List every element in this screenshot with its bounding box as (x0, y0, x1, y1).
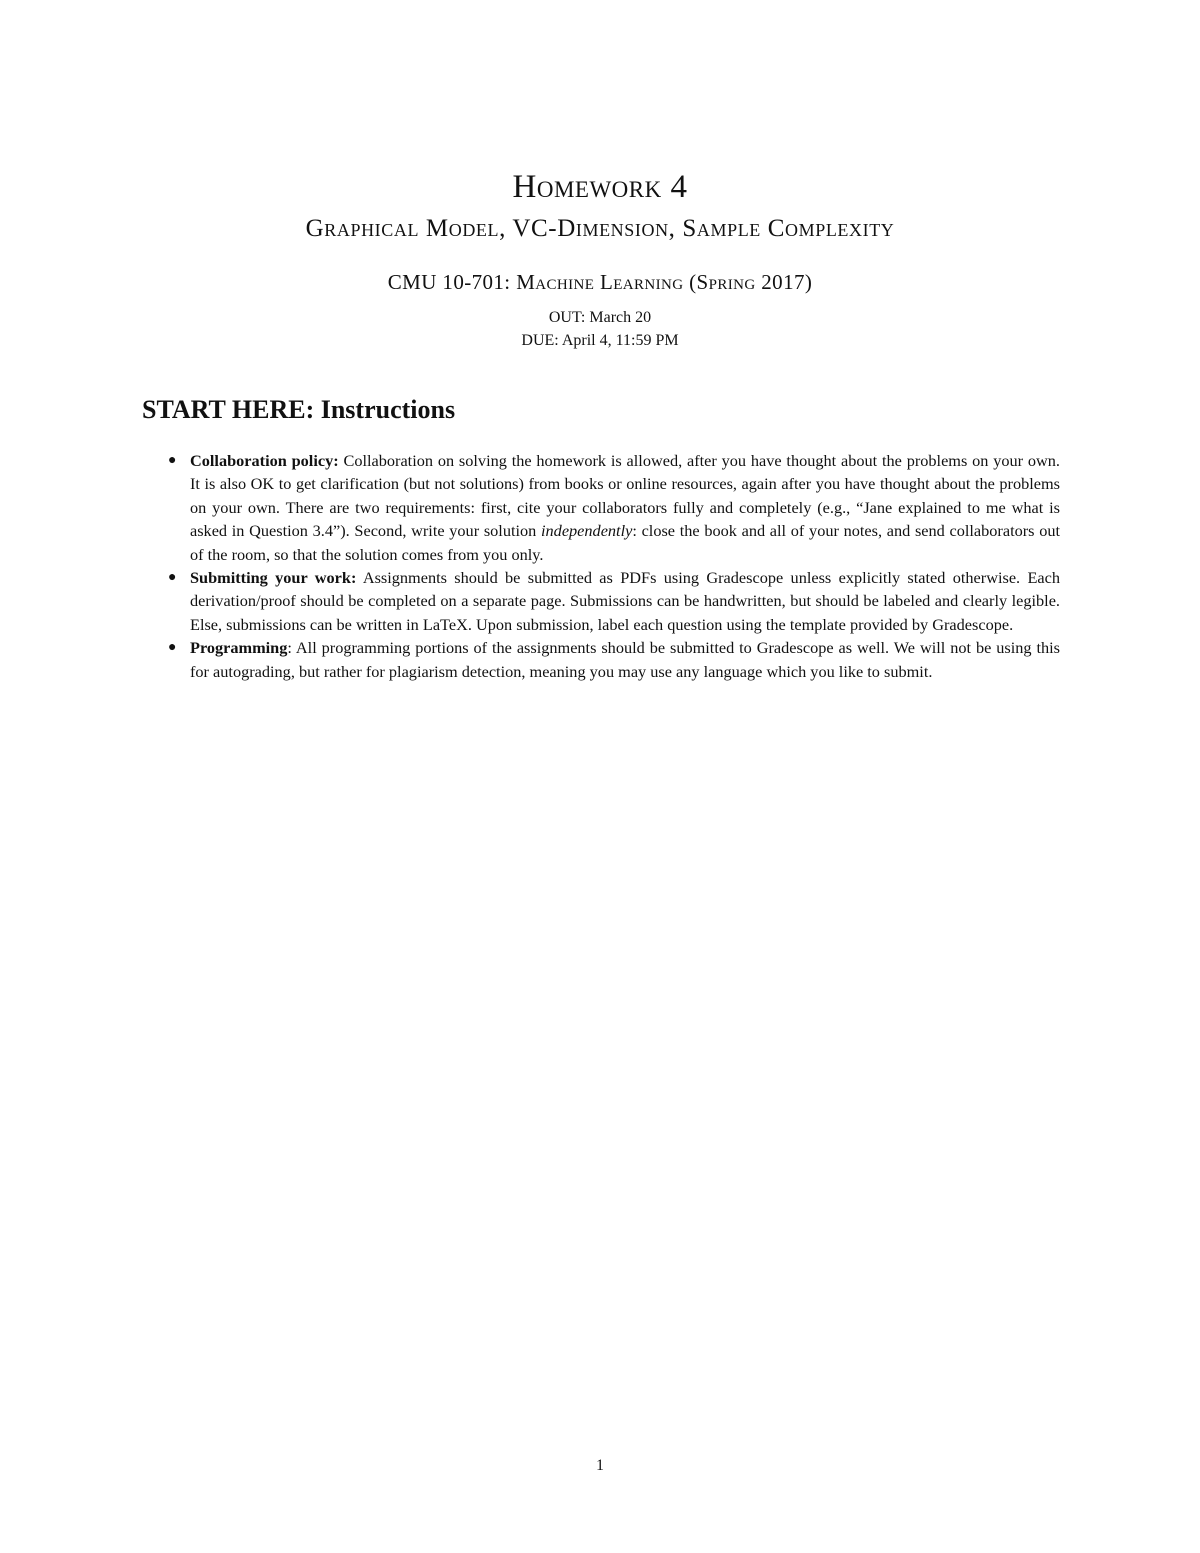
instruction-submitting (162, 566, 1060, 636)
homework-title: Homework 4 (512, 169, 688, 205)
instruction-programming (162, 636, 1060, 683)
date-block (0, 306, 1200, 352)
page-number: 1 (596, 1457, 604, 1474)
section-heading: START HERE: Instructions (142, 395, 456, 424)
instruction-text: : All programming portions of the assignments should be submitted to Gradescope as well. We will not be using this for autograding, but rather for plagiarism detection, meaning you may use any language which you like to submit. (190, 638, 1060, 681)
bullet-icon: ● (168, 640, 177, 656)
due-date: DUE: April 4, 11:59 PM (521, 332, 679, 349)
instruction-list (162, 449, 1060, 683)
bullet-icon: ● (168, 453, 177, 468)
homework-subtitle: Graphical Model, VC-Dimension, Sample Complexity (305, 215, 895, 242)
instruction-title: Collaboration policy: (190, 451, 339, 470)
instruction-text: Assignments should be submitted as PDFs using Gradescope unless explicitly stated otherwise. Each derivation/proof should be completed on a separate page. Submissions can be handwritten, but should be labeled and clearly legible. Else, submissions can be written in LaTeX. Upon submission, label each question using the template provided by Gradescope. (190, 568, 1060, 634)
instruction-text: : close the book and all of your notes, and send collaborators out of the room, so that the solution comes from you only. (190, 521, 1061, 564)
course-name: CMU 10-701: Machine Learning (Spring 2017) (387, 270, 813, 294)
instruction-title: Submitting your work: (190, 568, 357, 588)
instruction-collaboration (162, 449, 1060, 566)
instruction-title: Programming (190, 638, 288, 658)
out-date: OUT: March 20 (548, 309, 652, 326)
instruction-text: Collaboration on solving the homework is allowed, after you have thought about the problems on your own. It is also OK to get clarification (but not solutions) from books or online resources, again after you have thought about the problems on your own. There are two requirements: first, cite your collaborators fully and completely (e.g., “Jane explained to me what is asked in Question 3.4”). Second, write your solution (190, 451, 1060, 541)
instruction-emphasis: independently (541, 521, 633, 541)
bullet-icon: ● (168, 570, 177, 586)
